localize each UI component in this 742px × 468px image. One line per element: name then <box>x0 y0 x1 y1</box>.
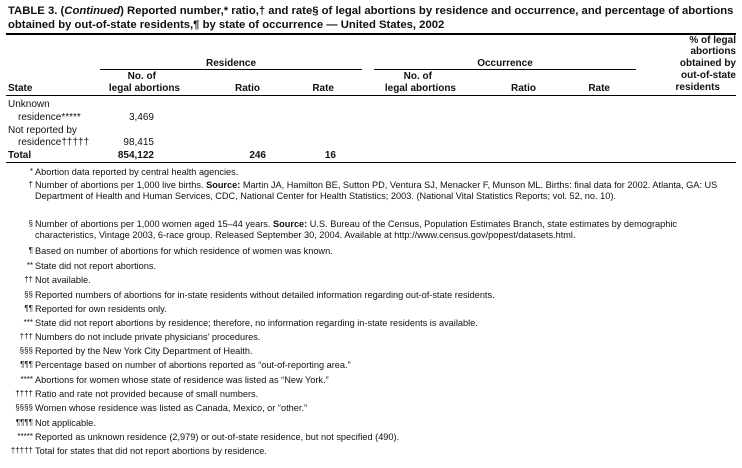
footnote-mark: * <box>29 167 33 176</box>
row-total-label: Total <box>8 150 32 161</box>
row-total-ratio: 246 <box>249 150 266 161</box>
row-unknown-number: 3,469 <box>128 112 154 123</box>
footnote-mark: §§§ <box>19 346 33 355</box>
footnote-text: Reported by the New York City Department of Health. <box>35 346 253 356</box>
footnote-text: Not available. <box>35 275 91 285</box>
footnote-text: Not applicable. <box>35 418 96 428</box>
footnote-7 <box>0 290 742 301</box>
footnote-mark: ¶¶ <box>24 304 33 313</box>
row-total-number: 854,122 <box>117 150 154 161</box>
footnote-mark: §§ <box>24 290 33 299</box>
header-occ-rate: Rate <box>588 83 610 94</box>
header-res-no-line2: legal abortions <box>108 83 180 94</box>
footnote-mark: § <box>28 219 33 228</box>
row-total-rate: 16 <box>324 150 336 161</box>
footnote-text: Abortion data reported by central health agencies. <box>35 167 239 177</box>
table-bottom-rule <box>6 162 736 163</box>
footnote-mark: ¶¶¶¶ <box>15 418 33 427</box>
row-notreported-label-2: residence††††† <box>18 137 90 148</box>
header-occurrence-group: Occurrence <box>477 58 533 69</box>
footnote-mark: †††† <box>15 389 33 398</box>
row-unknown-label-1: Unknown <box>8 99 50 110</box>
footnote-mark: *** <box>23 318 33 327</box>
footnote-11 <box>0 346 742 357</box>
footnote-mark: ¶¶¶ <box>20 360 33 369</box>
header-state: State <box>8 83 33 94</box>
header-pct-line5: residents <box>675 82 720 93</box>
footnote-8 <box>0 304 742 315</box>
footnote-text: Ratio and rate not provided because of small numbers. <box>35 389 259 399</box>
footnote-mark: † <box>28 180 33 189</box>
footnote-15 <box>0 403 742 414</box>
header-occ-no-line1: No. of <box>403 71 432 82</box>
footnote-9 <box>0 318 742 329</box>
footnote-mark: §§§§ <box>15 403 33 412</box>
row-notreported-number: 98,415 <box>123 137 154 148</box>
footnote-3 <box>0 219 742 242</box>
footnote-text: Abortions for women whose state of residence was listed as “New York.” <box>35 375 329 385</box>
header-occ-ratio: Ratio <box>511 83 536 94</box>
table-title <box>8 4 738 32</box>
title-prefix: TABLE 3. ( <box>8 5 65 17</box>
residence-group-rule <box>100 69 362 70</box>
header-res-no-line1: No. of <box>127 71 156 82</box>
footnote-mark: ***** <box>17 432 33 441</box>
footnote-text: Women whose residence was listed as Canada, Mexico, or “other.” <box>35 403 308 413</box>
header-rule <box>6 95 736 96</box>
footnote-text: Number of abortions per 1,000 women aged 15–44 years. Source: U.S. Bureau of the Census, Population Estimates Branch, state estimates by demographic characteristics, Vintage 2003, 6-race group. Released September 30, 2004. Available at http://www.census.gov/popest/datasets.html. <box>35 219 677 241</box>
footnote-text: Reported for own residents only. <box>35 304 167 314</box>
footnote-text: Based on number of abortions for which residence of women was known. <box>35 246 333 256</box>
footnote-text: Reported numbers of abortions for in-state residents without detailed information regarding out-of-state residents. <box>35 290 495 300</box>
footnote-5 <box>0 261 742 272</box>
footnote-10 <box>0 332 742 343</box>
footnote-1 <box>0 167 742 178</box>
footnote-mark: ††† <box>19 332 33 341</box>
footnote-6 <box>0 275 742 286</box>
footnote-text: State did not report abortions. <box>35 261 157 271</box>
footnote-mark: ** <box>26 261 33 270</box>
header-res-rate: Rate <box>312 83 334 94</box>
occurrence-group-rule <box>374 69 636 70</box>
footnote-17 <box>0 432 742 443</box>
header-pct-line2: abortions <box>690 46 736 57</box>
header-pct-line3: obtained by <box>679 58 736 69</box>
header-occ-no-line2: legal abortions <box>384 83 456 94</box>
footnote-text: Percentage based on number of abortions reported as “out-of-reporting area.” <box>35 360 351 370</box>
footnote-text: Total for states that did not report abortions by residence. <box>35 446 267 456</box>
footnote-13 <box>0 375 742 386</box>
title-text: ) Reported number,* ratio,† and rate§ of legal abortions by residence and occurrence, and percentage of abortions obtained by out-of-state residents,¶ by state of occurrence — United States, 2002 <box>8 5 734 31</box>
footnote-2 <box>0 180 742 214</box>
footnote-18 <box>0 446 742 457</box>
footnote-mark: ††††† <box>10 446 33 455</box>
footnote-mark: **** <box>20 375 33 384</box>
footnote-12 <box>0 360 742 371</box>
footnote-4 <box>0 246 742 257</box>
header-pct-line1: % of legal <box>689 35 736 46</box>
title-continued: Continued <box>64 5 121 17</box>
row-unknown-label-2: residence***** <box>18 112 81 123</box>
footnote-text: Numbers do not include private physicians’ procedures. <box>35 332 261 342</box>
footnote-text: Reported as unknown residence (2,979) or out-of-state residence, but not specified (490). <box>35 432 400 442</box>
top-rule <box>6 33 736 35</box>
header-pct-line4: out-of-state <box>681 70 736 81</box>
row-notreported-label-1: Not reported by <box>8 125 77 136</box>
footnote-text: Number of abortions per 1,000 live births. Source: Martin JA, Hamilton BE, Sutton PD, Ventura SJ, Menacker F, Munson ML. Births: final data for 2002. Atlanta, GA: US Department of Health and Human Services, CDC, National Center for Health Statistics; 2003. (National Vital Statistics Reports; vol. 52, no. 10). <box>35 180 718 202</box>
footnote-mark: ¶ <box>28 246 33 255</box>
header-residence-group: Residence <box>205 58 257 69</box>
footnote-mark: †† <box>24 275 33 284</box>
footnote-14 <box>0 389 742 400</box>
footnote-16 <box>0 418 742 429</box>
header-res-ratio: Ratio <box>235 83 260 94</box>
footnote-text: State did not report abortions by residence; therefore, no information regarding in-state residents is available. <box>35 318 478 328</box>
